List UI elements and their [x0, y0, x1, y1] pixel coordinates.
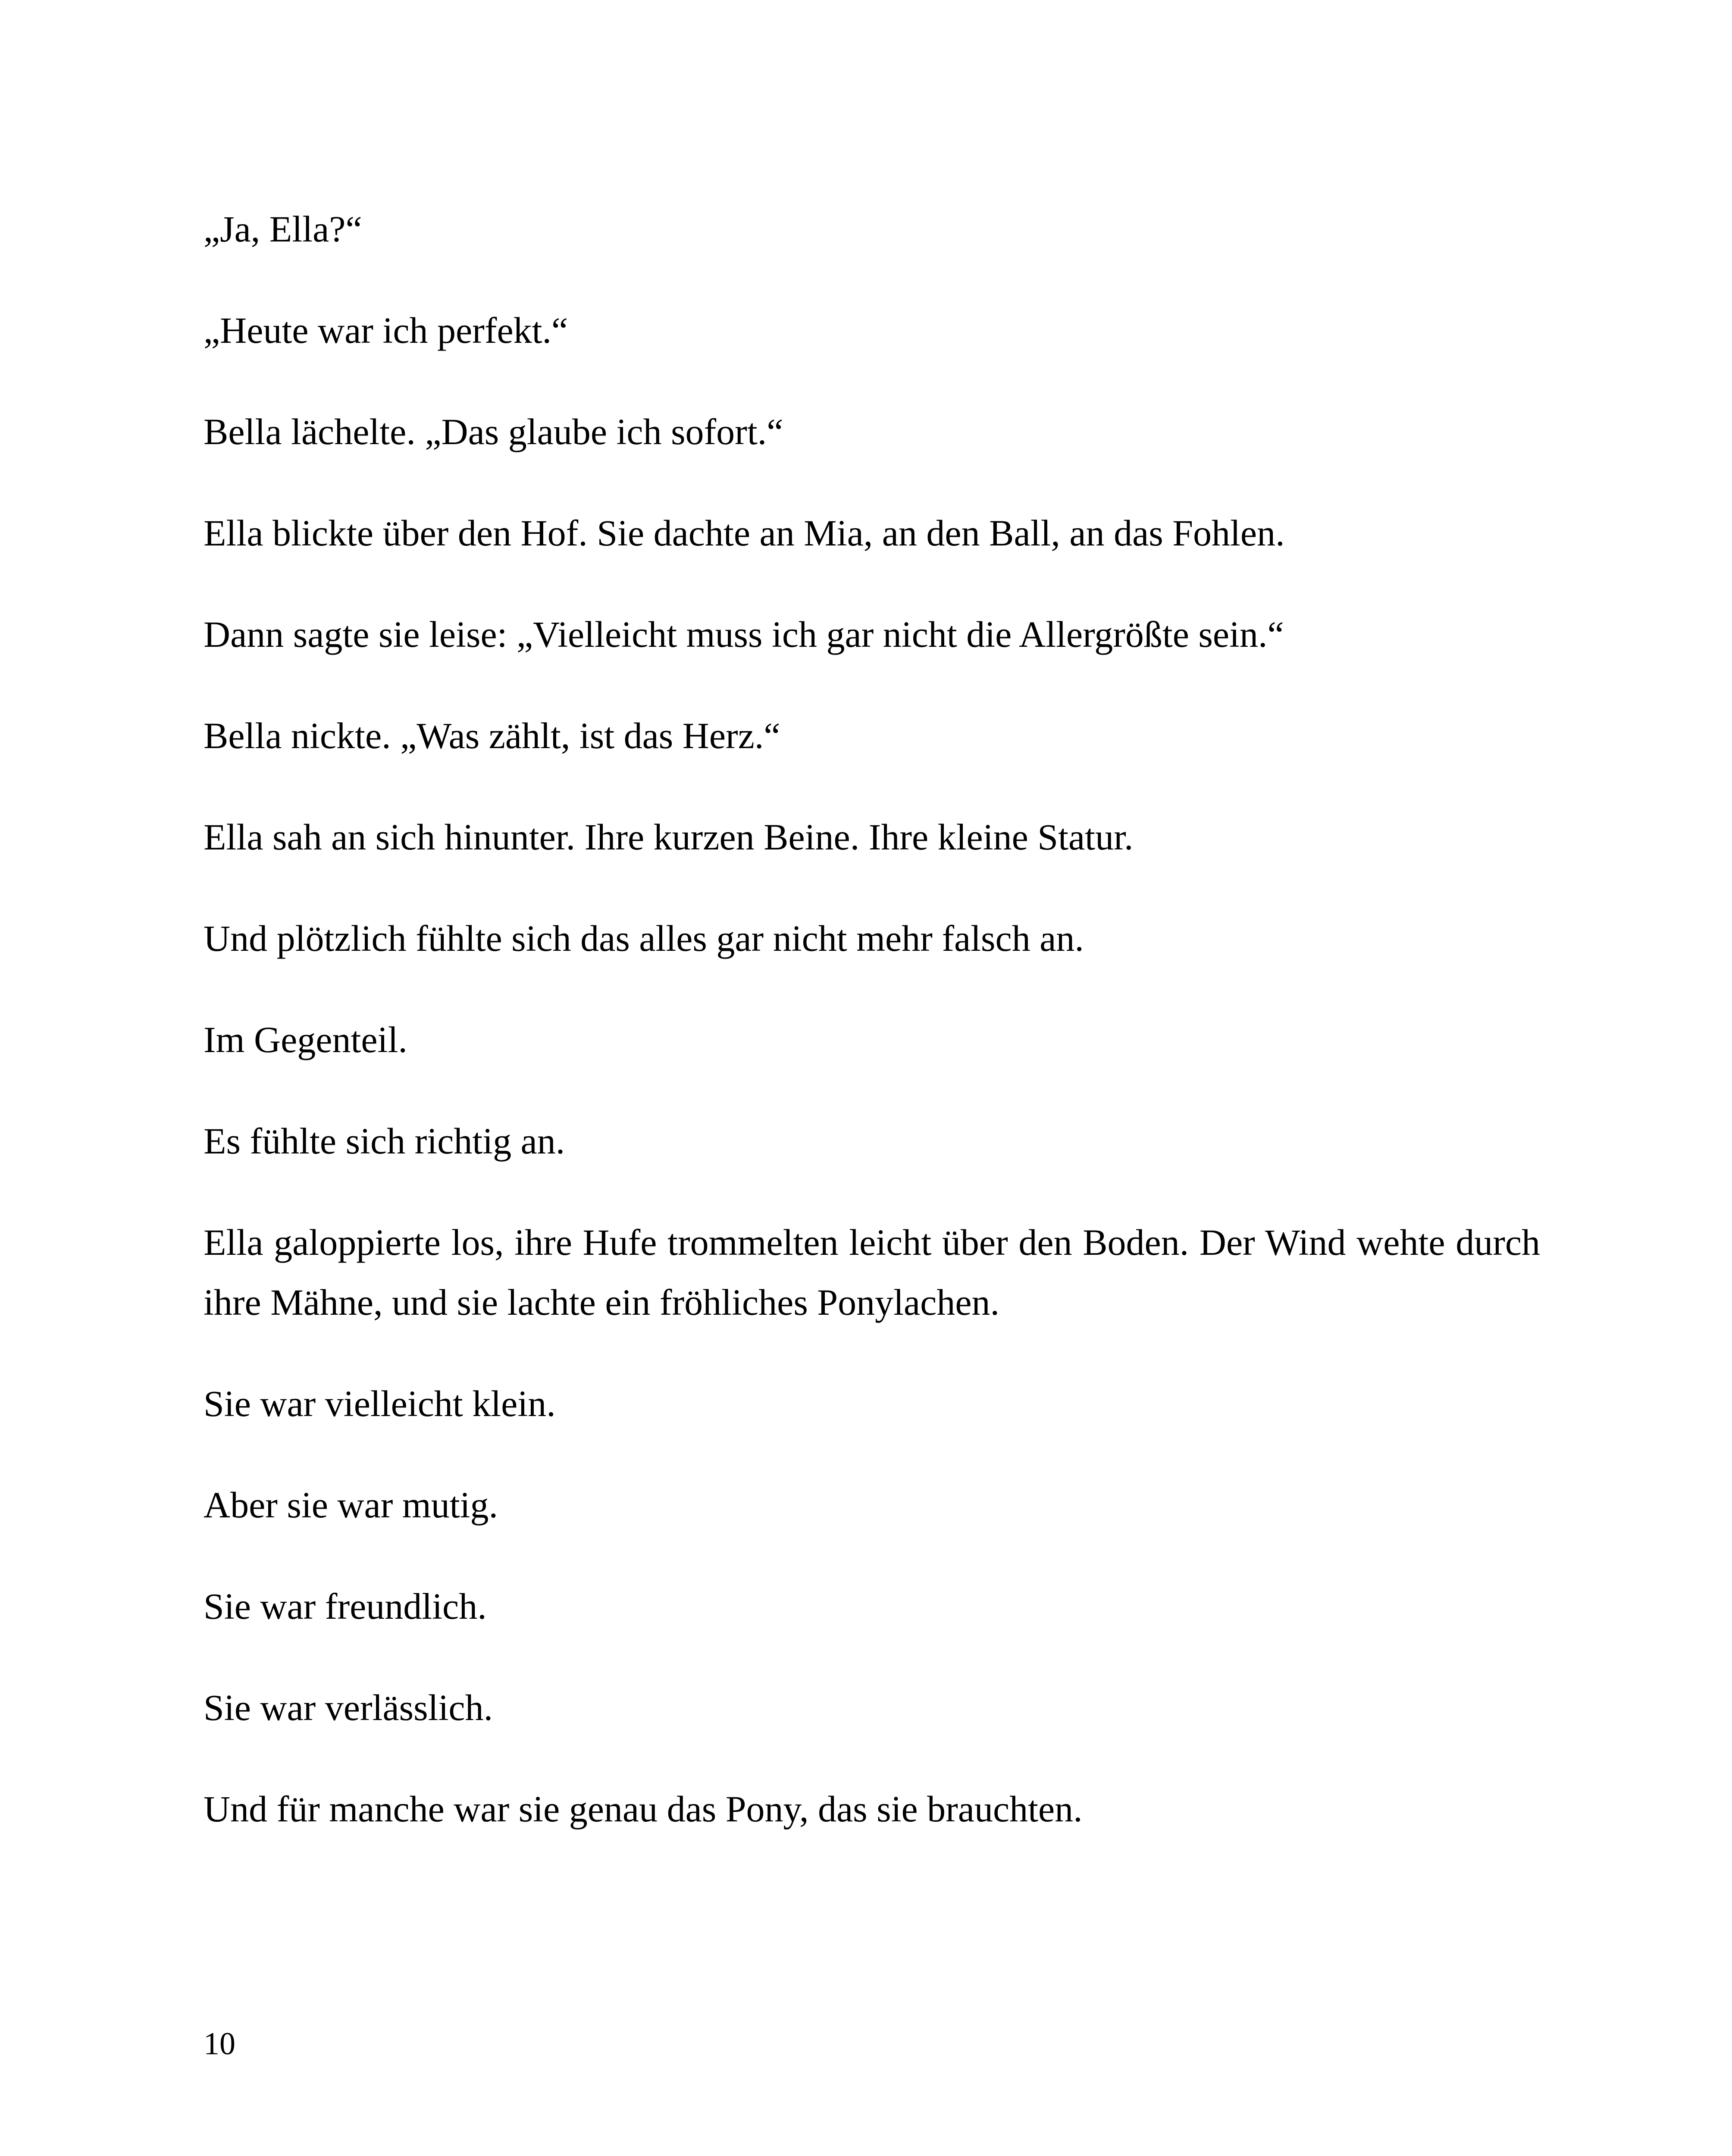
paragraph: Es fühlte sich richtig an. [204, 1120, 565, 1162]
paragraph: „Ja, Ella?“ [204, 208, 362, 250]
paragraph: Und für manche war sie genau das Pony, das sie brauchten. [204, 1788, 1083, 1830]
paragraph: „Heute war ich perfekt.“ [204, 310, 568, 351]
paragraph: Bella lächelte. „Das glaube ich sofort.“ [204, 411, 783, 452]
paragraph: Ella blickte über den Hof. Sie dachte an Mia, an den Ball, an das Fohlen. [204, 512, 1285, 554]
paragraph: Sie war vielleicht klein. [204, 1383, 556, 1424]
paragraph: Sie war freundlich. [204, 1586, 487, 1627]
page-number: 10 [204, 2026, 235, 2062]
paragraph: Ella galoppierte los, ihre Hufe trommelten leicht über den Boden. Der Wind wehte durch ihre Mähne, und sie lachte ein fröhliches Ponylachen. [204, 1222, 1540, 1323]
paragraph: Dann sagte sie leise: „Vielleicht muss ich gar nicht die Allergrößte sein.“ [204, 614, 1284, 655]
paragraph: Bella nickte. „Was zählt, ist das Herz.“ [204, 715, 780, 756]
paragraph: Ella sah an sich hinunter. Ihre kurzen Beine. Ihre kleine Statur. [204, 816, 1134, 858]
paragraph: Sie war verlässlich. [204, 1687, 493, 1728]
paragraph: Im Gegenteil. [204, 1019, 407, 1060]
paragraph: Und plötzlich fühlte sich das alles gar nicht mehr falsch an. [204, 918, 1084, 959]
paragraph: Aber sie war mutig. [204, 1484, 498, 1526]
